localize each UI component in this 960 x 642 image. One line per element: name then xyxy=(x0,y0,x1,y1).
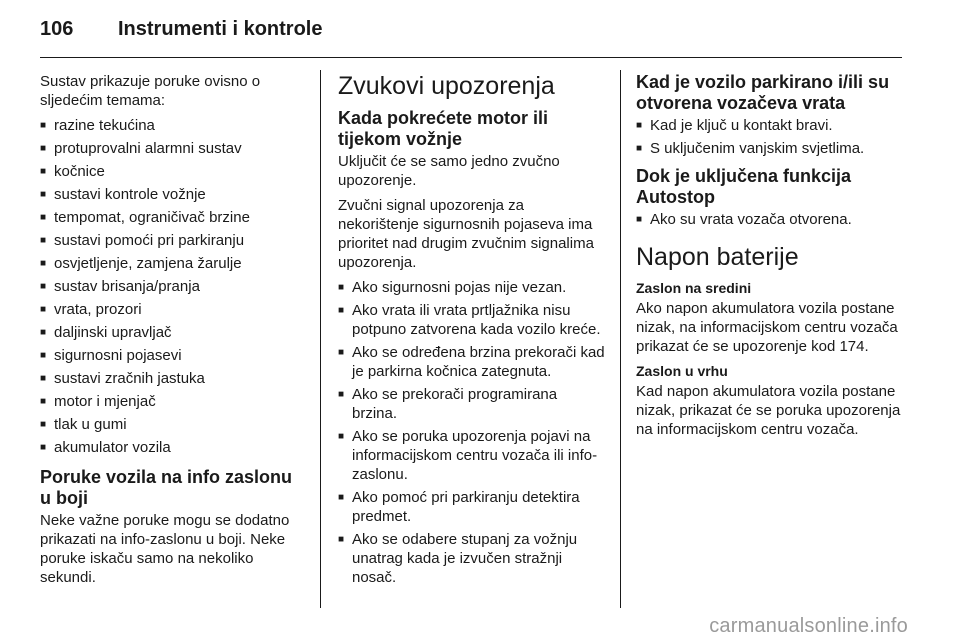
subsection-heading: Zaslon u vrhu xyxy=(636,363,728,379)
list-item: ■ razine tekućina xyxy=(40,116,308,135)
list-item: ■ sustavi kontrole vožnje xyxy=(40,185,308,204)
list-item: ■ Ako sigurnosni pojas nije vezan. xyxy=(338,278,606,297)
list-item: ■ tempomat, ograničivač brzine xyxy=(40,208,308,227)
list-item: ■ akumulator vozila xyxy=(40,438,308,457)
list-item: ■ Ako se određena brzina prekorači kad je parkirna kočnica zategnuta. xyxy=(338,343,606,381)
list-item: ■ sustav brisanja/pranja xyxy=(40,277,308,296)
intro-text: Sustav prikazuje poruke ovisno o sljedećim temama: xyxy=(40,73,261,109)
paragraph: Ako napon akumulatora vozila postane nizak, na informacijskom centru vozača prikazat će se upozorenje kod 174. xyxy=(636,300,898,355)
list-item: ■ motor i mjenjač xyxy=(40,392,308,411)
list-item: ■ sustavi zračnih jastuka xyxy=(40,369,308,388)
column-divider-1 xyxy=(320,70,321,608)
column-2 xyxy=(338,72,606,595)
list-item: ■ Ako vrata ili vrata prtljažnika nisu potpuno zatvorena kada vozilo kreće. xyxy=(338,301,606,339)
paragraph: Neke važne poruke mogu se dodatno prikazati na info-zaslonu u boji. Neke poruke iskaču samo na nekoliko sekundi. xyxy=(40,512,290,586)
section-title: Napon baterije xyxy=(636,243,799,271)
autostop-list xyxy=(636,210,906,229)
section-title: Zvukovi upozorenja xyxy=(338,72,555,100)
page-title: Instrumenti i kontrole xyxy=(118,18,323,40)
column-3 xyxy=(636,72,906,445)
paragraph: Zvučni signal upozorenja za nekorištenje sigurnosnih pojaseva ima prioritet nad drugim zvučnim signalima upozorenja. xyxy=(338,197,594,271)
list-item: ■ vrata, prozori xyxy=(40,300,308,319)
list-item: ■ protuprovalni alarmni sustav xyxy=(40,139,308,158)
list-item: ■ Kad je ključ u kontakt bravi. xyxy=(636,116,906,135)
section-heading: Kada pokrećete motor ili tijekom vožnje xyxy=(338,108,549,149)
topic-list xyxy=(40,116,308,457)
subsection-heading: Zaslon na sredini xyxy=(636,280,752,296)
list-item: ■ Ako se poruka upozorenja pojavi na informacijskom centru vozača ili info-zaslonu. xyxy=(338,427,606,484)
column-1 xyxy=(40,72,308,593)
section-heading: Kad je vozilo parkirano i/ili su otvorena vozačeva vrata xyxy=(636,72,890,113)
list-item: ■ sigurnosni pojasevi xyxy=(40,346,308,365)
header-rule xyxy=(40,57,902,58)
warning-list xyxy=(338,278,606,587)
paragraph: Uključit će se samo jedno zvučno upozorenje. xyxy=(338,153,560,189)
list-item: ■ Ako se odabere stupanj za vožnju unatrag kada je izvučen stražnji nosač. xyxy=(338,530,606,587)
list-item: ■ S uključenim vanjskim svjetlima. xyxy=(636,139,906,158)
list-item: ■ daljinski upravljač xyxy=(40,323,308,342)
page-number: 106 xyxy=(40,18,74,40)
column-divider-2 xyxy=(620,70,621,608)
list-item: ■ Ako se prekorači programirana brzina. xyxy=(338,385,606,423)
list-item: ■ sustavi pomoći pri parkiranju xyxy=(40,231,308,250)
parked-list xyxy=(636,116,906,158)
section-heading: Dok je uključena funkcija Autostop xyxy=(636,166,852,207)
list-item: ■ tlak u gumi xyxy=(40,415,308,434)
list-item: ■ Ako su vrata vozača otvorena. xyxy=(636,210,906,229)
list-item: ■ kočnice xyxy=(40,162,308,181)
paragraph: Kad napon akumulatora vozila postane nizak, prikazat će se poruka upozorenja na informacijskom centru vozača. xyxy=(636,383,901,438)
section-heading: Poruke vozila na info zaslonu u boji xyxy=(40,467,293,508)
page-header xyxy=(40,18,322,50)
watermark: carmanualsonline.info xyxy=(709,615,908,637)
list-item: ■ osvjetljenje, zamjena žarulje xyxy=(40,254,308,273)
list-item: ■ Ako pomoć pri parkiranju detektira predmet. xyxy=(338,488,606,526)
